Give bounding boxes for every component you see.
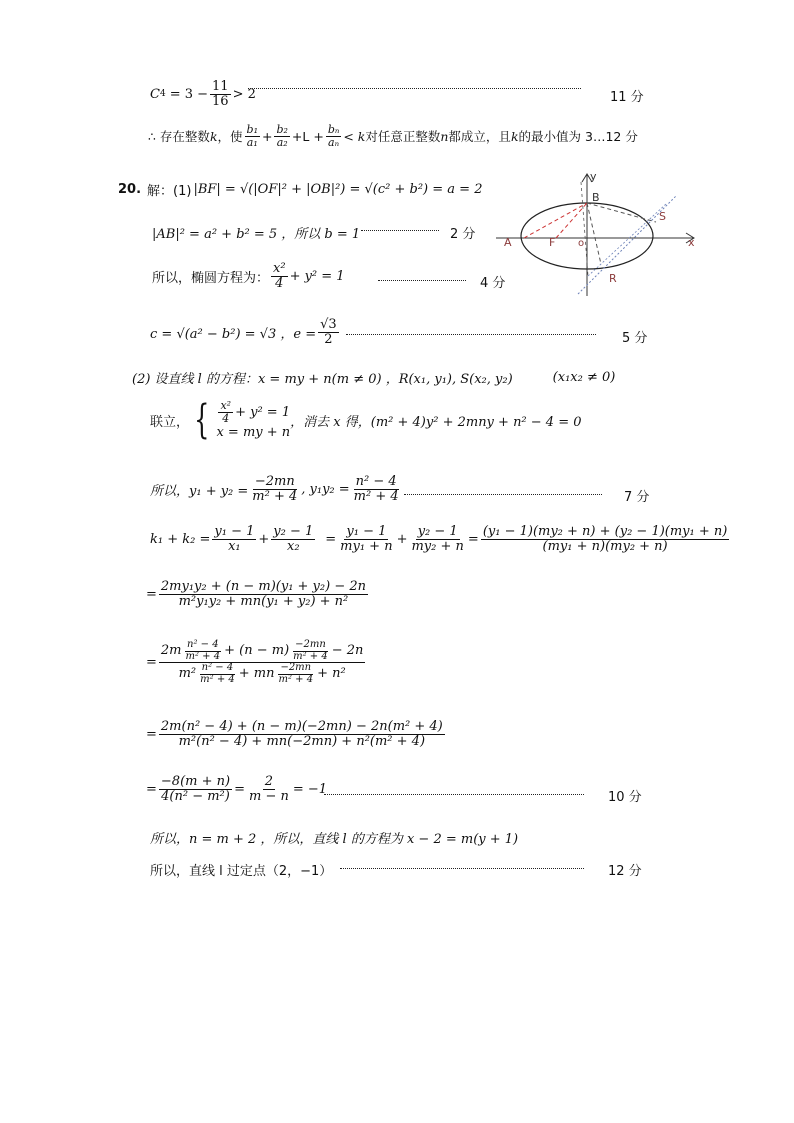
s2-denominator [177,663,348,685]
c4-symbol: C [150,86,160,102]
kf4-num: y₂ − 1 [417,524,458,539]
p2-elim: ，消去 x 得，(m² + 4)y² + 2mny + n² − 4 = 0 [290,414,582,430]
s2d-den: m² + 4 [200,673,235,685]
p2-step2-line [146,640,367,685]
step4-mid: = [234,781,245,797]
s3-den: m²(n² − 4) + mn(−2mn) + n²(m² + 4) [178,733,426,749]
sys-tail: + y² = 1 [235,405,291,420]
k-frac-3 [338,525,394,553]
q20-ab: |AB|² = a² + b² = 5 ，所以 b = 1 [152,227,361,242]
p2-setup: (2) 设直线 l 的方程：x = my + n(m ≠ 0) ，R(x₁, y₁), S(x₂, y₂) [132,372,513,387]
step3-frac [159,720,445,748]
q20-ab-line [152,223,360,242]
conclusion-post3: 的最小值为 3…12 分 [518,129,638,145]
p2-system-line [150,397,582,443]
p2-cond: (x₁x₂ ≠ 0) [552,370,616,385]
vs-num: −2mn [254,474,295,489]
label-S: S [659,210,666,223]
ce-leader [340,330,602,331]
f2-num: b₂ [276,123,288,136]
ab-score: 2 分 [450,227,476,242]
step2-eq: = [146,655,157,670]
step3-eq: = [146,726,157,742]
q20-bf: |BF| = √(|OF|² + |OB|²) = √(c² + b²) = a = 2 [193,182,483,197]
p2-setup-line [132,368,615,387]
s2-b: + (n − m) [224,643,290,659]
ce-text: c = √(a² − b²) = √3 ，e = [150,326,317,342]
conclusion-post2: 都成立，且 [448,129,511,145]
c4-fraction [210,80,231,108]
p2-lian: 联立， [150,414,190,430]
s2-f: + n² [317,666,346,682]
k-frac-1 [212,525,256,553]
e-num: √3 [320,317,337,332]
sys-num: x² [220,399,232,413]
c4-leader [242,84,587,85]
kf3-den: my₁ + n [340,538,393,554]
conclusion-k2: k [510,128,519,144]
line-l2 [588,204,666,276]
c4-frac-den: 16 [212,93,229,109]
line-BR [587,203,601,264]
ell-num: x² [273,261,286,276]
vp-num: n² − 4 [355,474,397,489]
frac-b2-a2 [274,124,289,148]
kf1-den: x₁ [228,538,241,554]
p2-step3-line [146,720,447,748]
c4-tail: > 2 [232,86,256,102]
step1-eq: = [146,586,157,602]
s2e-num: −2mn [280,662,312,673]
fn-den: aₙ [328,135,340,149]
conclusion-mid: ，使 [217,129,243,145]
vieta-sum-pre: 所以，y₁ + y₂ = [150,483,249,499]
kf5-num: (y₁ − 1)(my₂ + n) + (y₂ − 1)(my₁ + n) [482,524,728,539]
conclusion-pre: ∴ 存在整数 [148,129,210,145]
kf1-num: y₁ − 1 [214,524,255,539]
sys-den: 4 [222,412,230,425]
c4-frac-num: 11 [212,79,229,94]
s2b-den: m² + 4 [293,650,328,662]
frac-bn-an [326,124,342,148]
label-x: x [688,236,695,249]
s2-a: 2m [160,643,182,659]
vieta-prod-pre: , y₁y₂ = [301,481,350,497]
result-2: 所以，直线 l 过定点（2，−1） [150,864,333,879]
label-y: y [590,170,597,183]
vs-den: m² + 4 [252,488,298,504]
kf3-num: y₁ − 1 [346,524,387,539]
label-A: A [504,236,512,249]
s2-d: m² [178,666,197,682]
k-eq-2: = [467,531,479,547]
result-leader [334,864,590,865]
c4-eq: = 3 − [169,86,209,102]
k-frac-4 [409,525,465,553]
conclusion-k: k [209,128,218,144]
s2-frac-a [184,640,223,662]
q20-number: 20. [118,182,142,197]
step4-leader [318,790,590,791]
s2b-num: −2mn [295,639,326,650]
p2-step1-line [146,580,370,608]
c4-subscript: 4 [159,89,166,100]
e-frac [318,318,339,346]
result-1: 所以，n = m + 2 ，所以，直线 l 的方程为 x − 2 = m(y + 1) [150,832,519,847]
s2-e: + mn [238,666,275,682]
conclusion-n: n [440,128,449,144]
c4-score: 11 分 [610,90,644,105]
s4-num: −8(m + n) [160,774,231,789]
k-eq-1: = [325,531,337,547]
step4-tail: = −1 [292,781,328,797]
s2a-den: m² + 4 [185,650,221,662]
f2-den: a₂ [276,135,288,149]
k-plus-2: + [396,531,408,547]
p2-result-line-2 [150,860,332,879]
k-frac-5 [481,525,730,553]
f1-den: a₁ [246,135,258,149]
line-c4 [150,80,256,108]
ellipse-leader [372,276,472,277]
s4-den: 4(n² − m²) [161,788,230,804]
vieta-score: 7 分 [624,490,650,505]
s2-frac-d [198,663,237,685]
s4-num2: 2 [264,774,274,789]
e-den: 2 [324,331,333,347]
ce-score: 5 分 [622,331,648,346]
conclusion-dots: +L + [291,128,324,144]
p2-vieta-line [150,475,403,503]
ellipse-figure [486,168,706,300]
fn-num: bₙ [327,123,340,136]
ellipse-frac [271,262,288,290]
p2-step4-line [146,775,327,803]
q20-bf-line [118,180,482,199]
s2-frac-e [276,663,315,685]
s2-numerator [159,640,366,663]
kf2-num: y₂ − 1 [273,524,314,539]
s2a-num: n² − 4 [187,639,219,650]
label-o: o [578,238,585,249]
ab-leader [355,226,445,227]
conclusion-lt: < k [343,128,366,144]
vieta-sum-frac [250,475,299,503]
conclusion-post: 对任意正整数 [365,129,441,145]
step4-frac-2 [247,775,291,803]
ell-den: 4 [275,275,284,291]
vieta-leader [398,490,608,491]
step1-frac [159,580,368,608]
system-row-2: x = my + n [216,424,291,440]
ellipse-score: 4 分 [480,276,506,291]
f1-num: b₁ [246,123,258,136]
k-frac-2 [271,525,315,553]
s2d-num: n² − 4 [201,662,234,673]
p2-k-line [150,525,731,553]
result-score: 12 分 [608,864,642,879]
vp-den: m² + 4 [353,488,399,504]
system-row-1 [216,400,290,424]
brace-icon: { [194,397,210,443]
line-AB [524,203,587,238]
p2-result-line-1 [150,828,518,847]
s2e-den: m² + 4 [278,673,314,685]
k-pre: k₁ + k₂ = [150,531,211,547]
ellipse-tail: + y² = 1 [289,268,345,284]
ellipse-pre: 所以，椭圆方程为： [152,270,270,286]
sys-frac [218,400,233,424]
system [216,400,290,439]
step4-frac-1 [159,775,232,803]
k-plus-1: + [258,531,270,547]
vieta-prod-frac [352,475,401,503]
step4-eq: = [146,781,157,797]
line-FB [556,203,587,238]
line-conclusion: ∴ 存在整数 k ，使 $\frac{\text{b₁}}{\text{a₁}}$ + $\frac{\text{b₂}}{\text{a₂}}$ +L + $\frac{\text{bₙ}}{\text{aₙ}}$ < k 对任意正整数 n 都成立，且 k 的最小值为 3…12 分 [148,123,638,149]
kf2-den: x₂ [286,538,300,554]
s1-den: m²y₁y₂ + mn(y₁ + y₂) + n² [178,593,349,609]
line-BS [587,203,656,222]
s1-num: 2my₁y₂ + (n − m)(y₁ + y₂) − 2n [160,579,366,594]
step2-frac [159,640,366,685]
kf4-den: my₂ + n [411,538,464,554]
kf5-den: (my₁ + n)(my₂ + n) [542,538,668,554]
s4-den2: m − n [248,788,289,804]
s3-num: 2m(n² − 4) + (n − m)(−2mn) − 2n(m² + 4) [160,719,443,734]
frac-b1-a1 [245,124,260,148]
q20-solve: 解：(1) [147,184,192,199]
label-F: F [549,236,556,249]
q20-ellipse-line [152,262,345,290]
s2-c: − 2n [331,643,364,659]
q20-ce-line [150,318,341,346]
label-B: B [592,191,600,204]
s2-frac-b [291,640,330,662]
label-R: R [609,272,617,285]
step4-score: 10 分 [608,790,642,805]
